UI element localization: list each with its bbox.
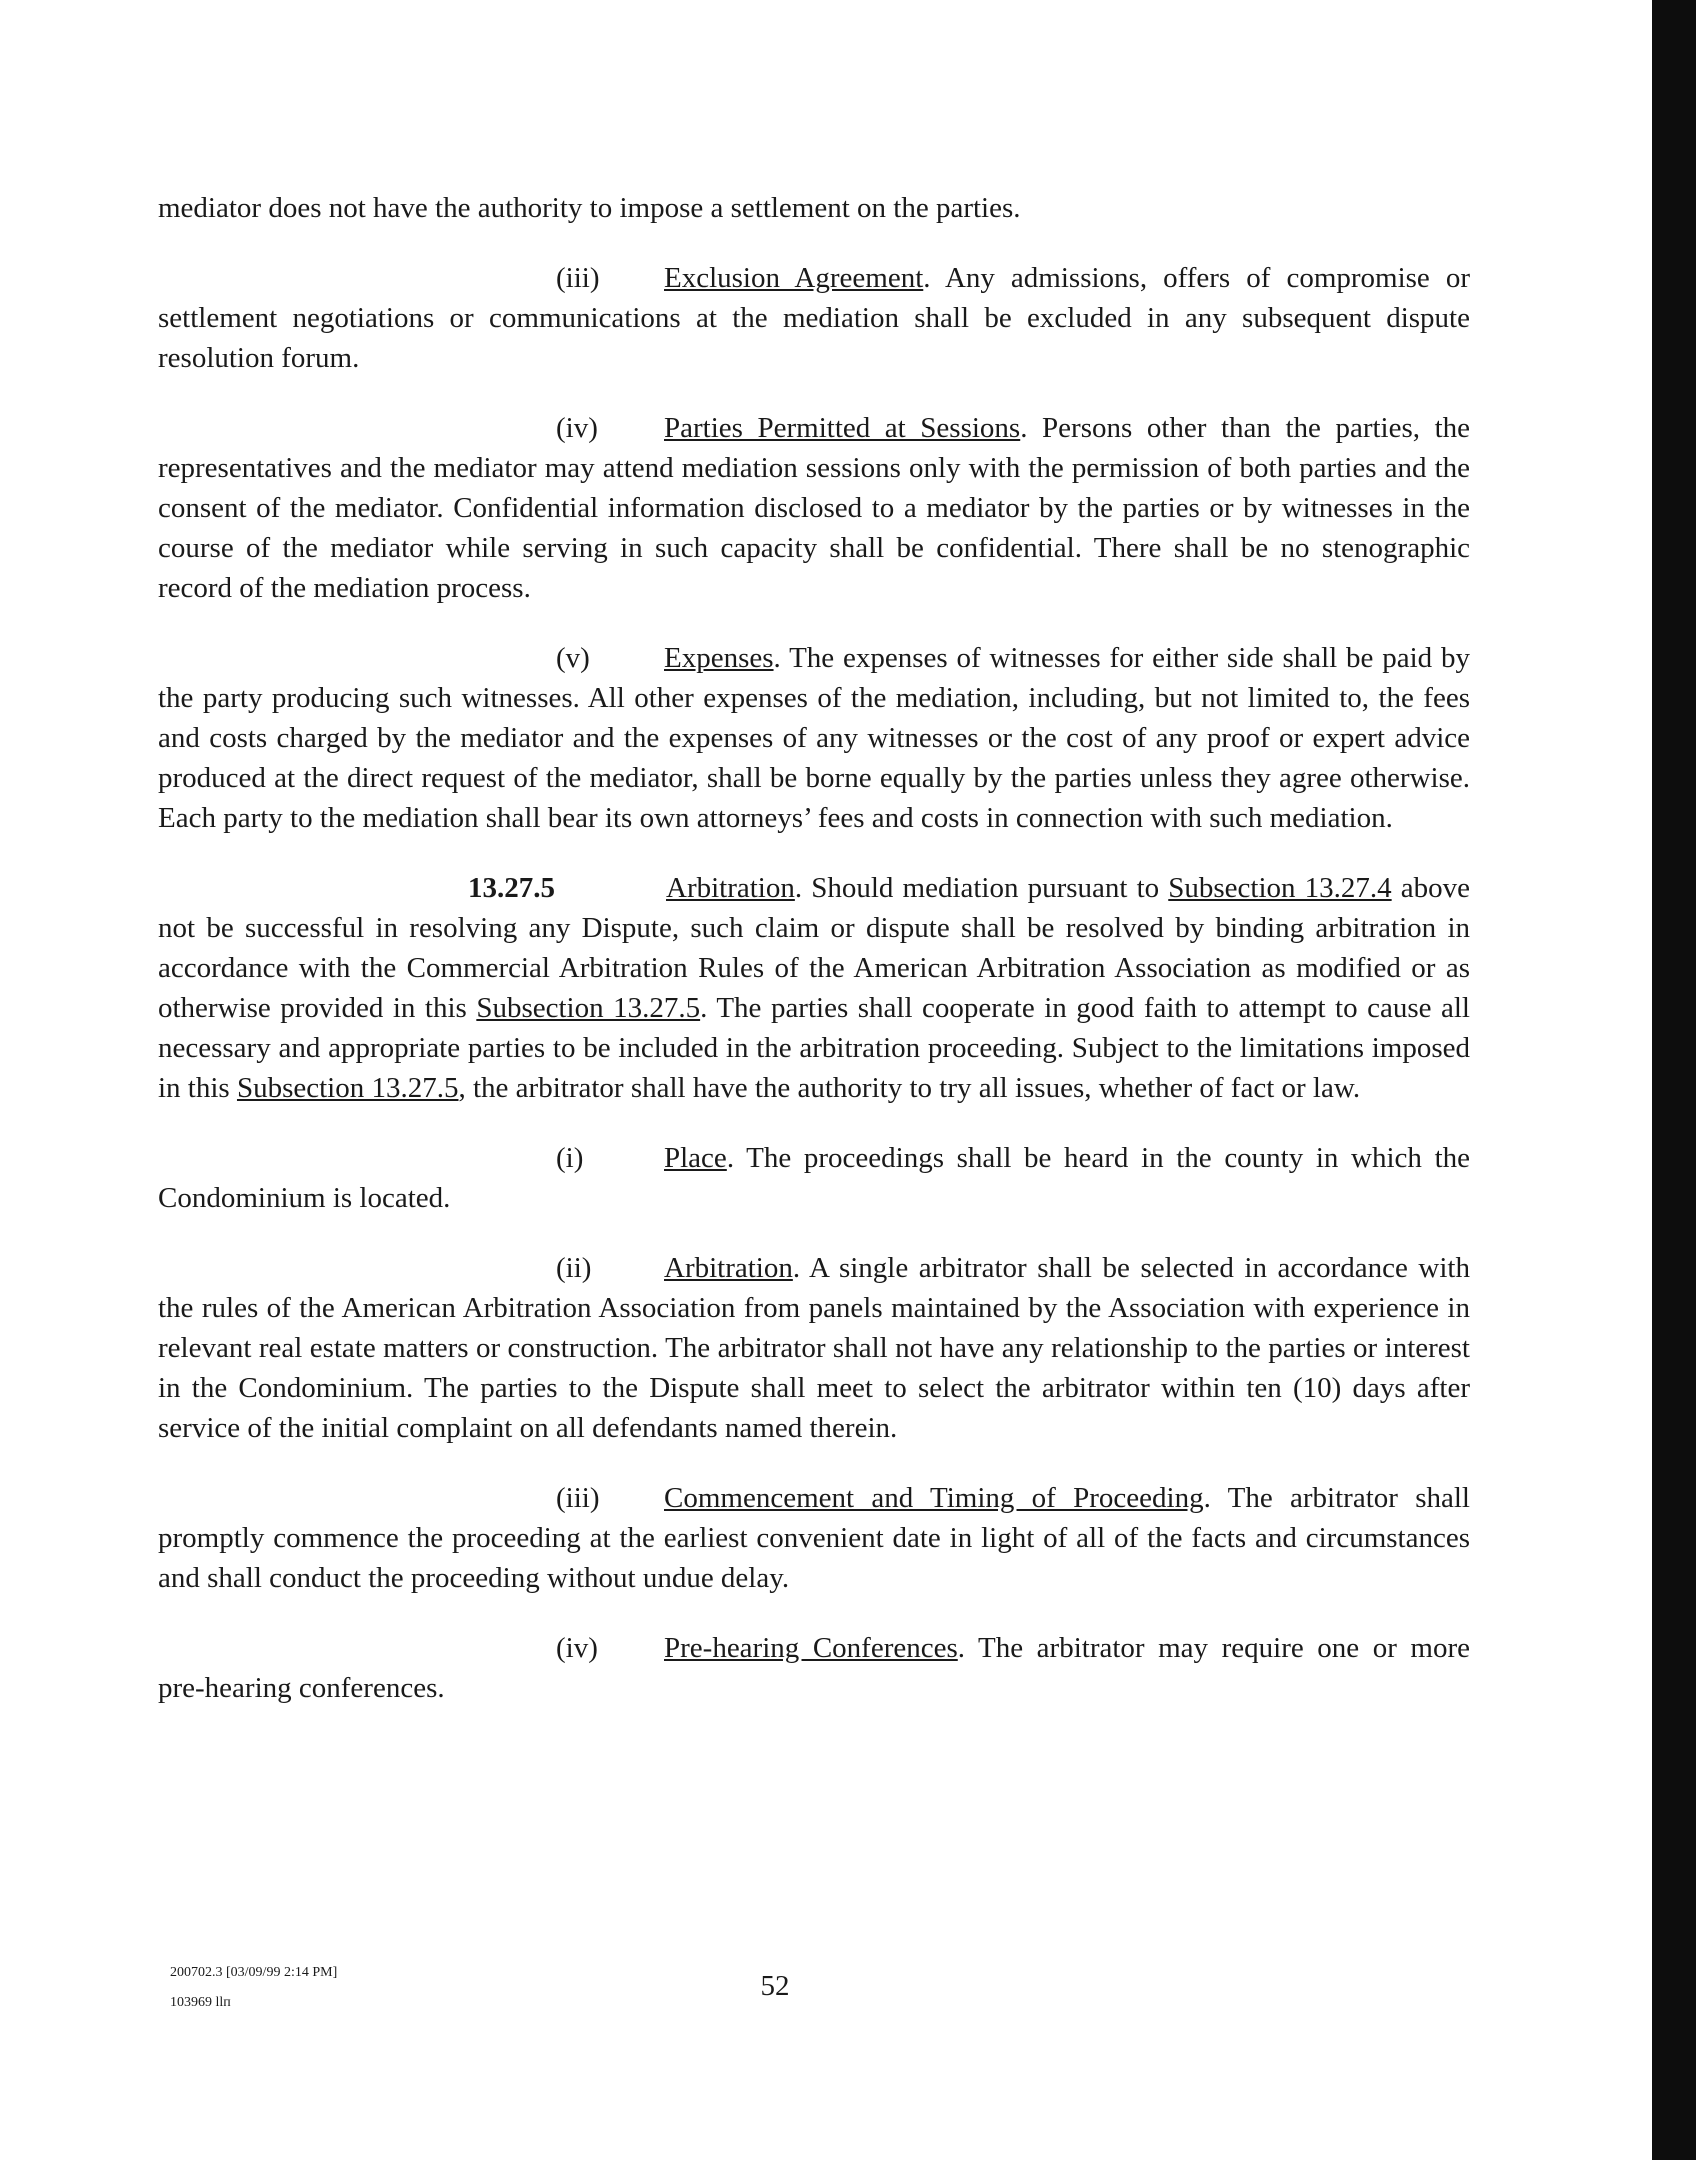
footer-document-info [170, 1958, 337, 2018]
paragraph-exclusion-agreement [158, 258, 1470, 378]
section-text: . Should mediation pursuant to [794, 872, 1169, 904]
cross-reference: Subsection 13.27.4 [1168, 872, 1392, 904]
paragraph-text: . The arbitrator shall promptly commence the proceeding at the earliest convenient date in light of all of the facts and circumstances and shall conduct the proceeding without undue delay. [158, 1482, 1470, 1594]
section-arbitration [158, 868, 1470, 1108]
paragraph-heading: Pre-hearing Conferences [664, 1632, 958, 1664]
paragraph-text: . Any admissions, offers of compromise or settlement negotiations or communications at the mediation shall be excluded in any subsequent dispute resolution forum. [158, 262, 1470, 374]
footer-doc-id: 200702.3 [03/09/99 2:14 PM] [170, 1965, 338, 1980]
section-text: above not be successful in resolving any Dispute, such claim or dispute shall be resolved by binding arbitration in accordance with the Commercial Arbitration Rules of the American Arbitration Association as modified or as otherwise provided in this [158, 872, 1470, 1024]
scanner-page-edge [1652, 0, 1696, 2160]
section-text: , the arbitrator shall have the authority to try all issues, whether of fact or law. [458, 1072, 1361, 1104]
paragraph-commencement [158, 1478, 1470, 1598]
paragraph-text: . Persons other than the parties, the representatives and the mediator may attend mediation sessions only with the permission of both parties and the consent of the mediator. Confidential information disclosed to a mediator by the parties or by witnesses in the course of the mediator while serving in such capacity shall be confidential. There shall be no stenographic record of the mediation process. [158, 412, 1470, 604]
paragraph-marker: (i) [556, 1142, 584, 1174]
paragraph-marker: (iv) [556, 412, 598, 444]
paragraph-heading: Expenses [664, 642, 774, 674]
section-text: . The parties shall cooperate in good faith to attempt to cause all necessary and appropriate parties to be included in the arbitration proceeding. Subject to the limitations imposed in this [158, 992, 1470, 1104]
paragraph-parties-permitted [158, 408, 1470, 608]
section-number: 13.27.5 [468, 872, 555, 904]
paragraph-text: . The arbitrator may require one or more pre-hearing conferences. [158, 1632, 1471, 1704]
paragraph-text: mediator does not have the authority to impose a settlement on the parties. [158, 192, 1021, 224]
paragraph-heading: Parties Permitted at Sessions [664, 412, 1021, 444]
paragraph-text: . The expenses of witnesses for either side shall be paid by the party producing such witnesses. All other expenses of the mediation, including, but not limited to, the fees and costs charged by the mediator and the expenses of any witnesses or the cost of any proof or expert advice produced at the direct request of the mediator, shall be borne equally by the parties unless they agree otherwise. Each party to the mediation shall bear its own attorneys’ fees and costs in connection with such mediation. [158, 642, 1470, 834]
cross-reference: Subsection 13.27.5 [476, 992, 701, 1024]
paragraph-place [158, 1138, 1470, 1218]
section-heading: Arbitration [666, 872, 795, 904]
paragraph-continuation [158, 188, 1470, 228]
paragraph-marker: (v) [556, 642, 590, 674]
paragraph-heading: Arbitration [664, 1252, 793, 1284]
paragraph-text: . The proceedings shall be heard in the county in which the Condominium is located. [158, 1142, 1470, 1214]
paragraph-pre-hearing [158, 1628, 1470, 1708]
paragraph-marker: (iii) [556, 1482, 600, 1514]
footer-doc-ref: 103969 llп [170, 1995, 231, 2010]
paragraph-heading: Place [664, 1142, 727, 1174]
paragraph-text: . A single arbitrator shall be selected in accordance with the rules of the American Arbitration Association from panels maintained by the Association with experience in relevant real estate matters or construction. The arbitrator shall not have any relationship to the parties or interest in the Condominium. The parties to the Dispute shall meet to select the arbitrator within ten (10) days after service of the initial complaint on all defendants named therein. [158, 1252, 1470, 1444]
paragraph-arbitrator-selection [158, 1248, 1470, 1448]
paragraph-marker: (ii) [556, 1252, 592, 1284]
paragraph-heading: Exclusion Agreement [664, 262, 924, 294]
paragraph-expenses [158, 638, 1470, 838]
page-number: 52 [760, 1970, 790, 2002]
paragraph-marker: (iii) [556, 262, 600, 294]
paragraph-heading: Commencement and Timing of Proceeding [664, 1482, 1204, 1514]
paragraph-marker: (iv) [556, 1632, 598, 1664]
cross-reference: Subsection 13.27.5 [236, 1072, 459, 1104]
document-page [158, 188, 1470, 1738]
